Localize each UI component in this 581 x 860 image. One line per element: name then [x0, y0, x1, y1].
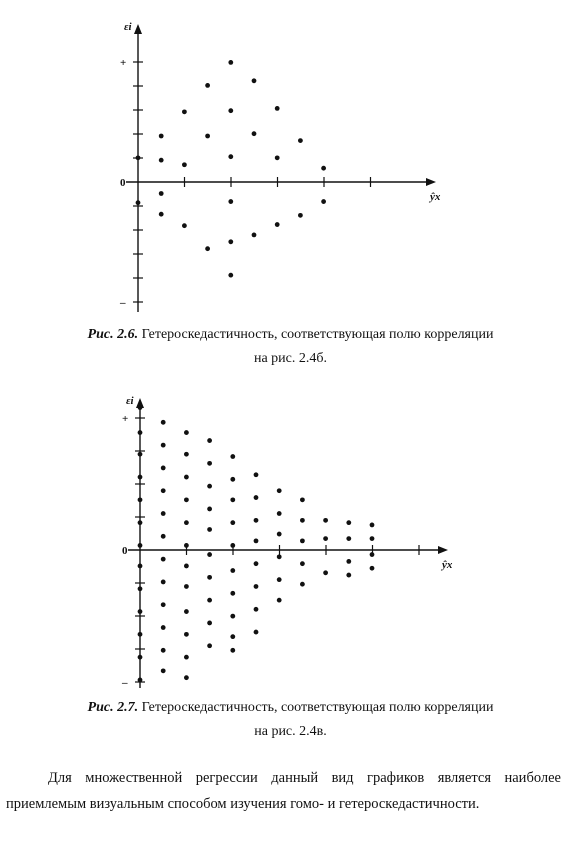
- scatter-point: [277, 598, 282, 603]
- scatter-point: [300, 582, 305, 587]
- scatter-point: [230, 520, 235, 525]
- scatter-point: [161, 557, 166, 562]
- scatter-point: [230, 477, 235, 482]
- scatter-point: [184, 675, 189, 680]
- scatter-point: [138, 678, 143, 683]
- scatter-point: [346, 536, 351, 541]
- scatter-point: [370, 552, 375, 557]
- scatter-point: [207, 438, 212, 443]
- scatter-point: [230, 648, 235, 653]
- scatter-point: [254, 495, 259, 500]
- caption-text-2: на рис. 2.4в.: [254, 724, 327, 739]
- scatter-point: [277, 577, 282, 582]
- scatter-point: [161, 648, 166, 653]
- scatter-point: [254, 472, 259, 477]
- scatter-point: [370, 523, 375, 528]
- scatter-point: [300, 497, 305, 502]
- scatter-point: [346, 559, 351, 564]
- scatter-point: [161, 580, 166, 585]
- scatter-point: [138, 609, 143, 614]
- scatter-point: [230, 614, 235, 619]
- scatter-point: [277, 488, 282, 493]
- scatter-point: [184, 497, 189, 502]
- scatter-point: [161, 534, 166, 539]
- caption-label: Рис. 2.6.: [87, 327, 139, 342]
- scatter-point: [184, 632, 189, 637]
- scatter-point: [161, 602, 166, 607]
- figure-2-7-caption: [0, 696, 581, 744]
- scatter-point: [184, 543, 189, 548]
- y-tick-label-minus: –: [122, 677, 128, 689]
- scatter-point: [207, 507, 212, 512]
- scatter-point: [230, 454, 235, 459]
- scatter-point: [207, 552, 212, 557]
- x-axis-label: ŷx: [442, 559, 453, 571]
- paragraph-text: Для множественной регрессии данный вид графиков является наиболее приемлемым визуальным способом изучения гомо- и гетероскедастичности.: [6, 770, 561, 812]
- caption-text: Гетероскедастичность, соответствующая полю корреляции: [141, 700, 494, 715]
- y-tick-label-plus: +: [120, 57, 127, 69]
- scatter-point: [207, 621, 212, 626]
- scatter-point: [184, 584, 189, 589]
- scatter-point: [207, 643, 212, 648]
- scatter-point: [161, 443, 166, 448]
- x-axis-arrow: [438, 546, 448, 554]
- scatter-chart-2-7: [110, 392, 470, 692]
- body-paragraph: [6, 765, 561, 817]
- scatter-point: [161, 668, 166, 673]
- scatter-point: [138, 520, 143, 525]
- scatter-point: [161, 511, 166, 516]
- scatter-point: [230, 543, 235, 548]
- scatter-point: [207, 461, 212, 466]
- y-axis-label: εi: [126, 395, 134, 407]
- scatter-point: [230, 634, 235, 639]
- scatter-point: [323, 570, 328, 575]
- scatter-point: [184, 452, 189, 457]
- x-axis-label: ŷx: [430, 191, 441, 203]
- scatter-point: [370, 536, 375, 541]
- y-tick-label-zero: 0: [120, 177, 126, 189]
- caption-text-2: на рис. 2.4б.: [253, 351, 328, 366]
- scatter-point: [138, 430, 143, 435]
- scatter-point: [184, 609, 189, 614]
- scatter-point: [138, 632, 143, 637]
- scatter-point: [138, 452, 143, 457]
- scatter-point: [254, 538, 259, 543]
- scatter-point: [207, 527, 212, 532]
- scatter-point: [161, 420, 166, 425]
- scatter-point: [207, 484, 212, 489]
- scatter-point: [277, 511, 282, 516]
- scatter-point: [370, 566, 375, 571]
- scatter-point: [323, 536, 328, 541]
- scatter-point: [254, 561, 259, 566]
- scatter-point: [184, 430, 189, 435]
- scatter-point: [161, 625, 166, 630]
- scatter-point: [138, 405, 143, 410]
- scatter-point: [161, 488, 166, 493]
- scatter-point: [138, 497, 143, 502]
- scatter-point: [184, 520, 189, 525]
- scatter-point: [254, 518, 259, 523]
- scatter-point: [207, 575, 212, 580]
- y-tick-label-plus: +: [122, 413, 129, 425]
- scatter-point: [346, 520, 351, 525]
- y-tick-label-zero: 0: [122, 545, 128, 557]
- scatter-point: [230, 497, 235, 502]
- caption-label: Рис. 2.7.: [87, 700, 139, 715]
- y-tick-label-minus: –: [120, 297, 126, 309]
- scatter-point: [138, 564, 143, 569]
- scatter-point: [323, 518, 328, 523]
- scatter-point: [138, 586, 143, 591]
- scatter-point: [230, 568, 235, 573]
- scatter-point: [300, 518, 305, 523]
- scatter-point: [207, 598, 212, 603]
- scatter-point: [277, 532, 282, 537]
- scatter-point: [184, 564, 189, 569]
- scatter-point: [300, 561, 305, 566]
- caption-text: Гетероскедастичность, соответствующая полю корреляции: [141, 327, 494, 342]
- scatter-point: [277, 554, 282, 559]
- scatter-point: [254, 584, 259, 589]
- scatter-point: [184, 655, 189, 660]
- scatter-point: [138, 543, 143, 548]
- scatter-point: [138, 655, 143, 660]
- y-axis-label: εi: [124, 21, 132, 33]
- scatter-point: [138, 475, 143, 480]
- scatter-point: [184, 475, 189, 480]
- scatter-point: [300, 538, 305, 543]
- scatter-point: [254, 630, 259, 635]
- scatter-point: [346, 573, 351, 578]
- scatter-point: [161, 466, 166, 471]
- scatter-point: [254, 607, 259, 612]
- scatter-point: [230, 591, 235, 596]
